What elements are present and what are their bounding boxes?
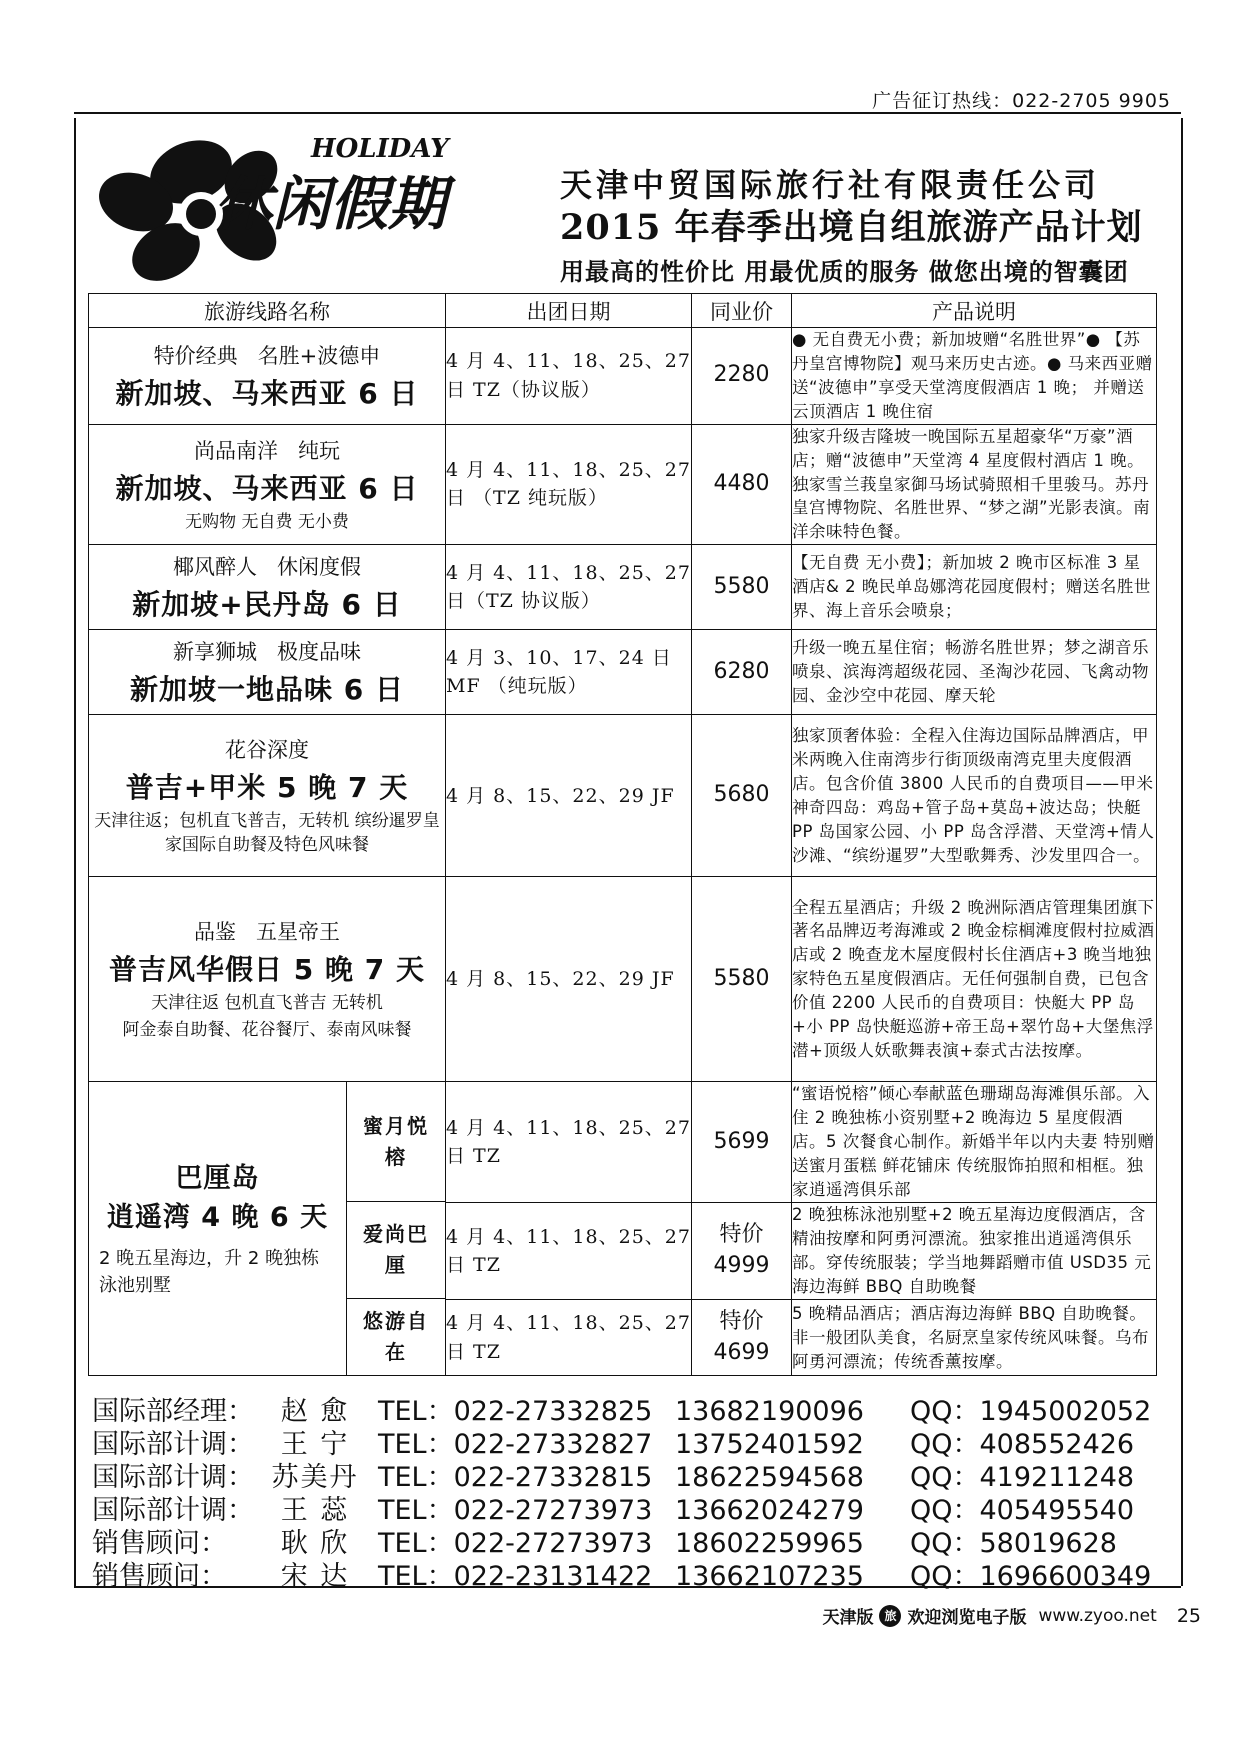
contact-row bbox=[92, 1428, 1177, 1461]
route-tag: 尚品南洋 bbox=[194, 438, 278, 463]
contact-mobile: 18622594568 bbox=[675, 1462, 864, 1493]
bali-note: 2 晚五星海边，升 2 晚独栋泳池别墅 bbox=[99, 1247, 320, 1296]
route-tag: 花谷深度 bbox=[225, 737, 309, 762]
contact-role: 销售顾问： bbox=[92, 1528, 227, 1559]
route-cell bbox=[89, 424, 446, 545]
route-tag: 特价经典 bbox=[153, 343, 238, 368]
routes-table bbox=[88, 293, 1157, 1376]
route-cell bbox=[89, 630, 446, 715]
trade-price bbox=[692, 1082, 792, 1203]
page-footer bbox=[822, 1603, 1201, 1628]
contact-name: 宋 达 bbox=[280, 1561, 350, 1592]
bottom-rule bbox=[74, 1586, 1181, 1588]
header-date: 出团日期 bbox=[446, 294, 692, 328]
contact-mobile: 18602259965 bbox=[675, 1528, 864, 1559]
table-row bbox=[89, 1082, 1157, 1203]
trade-price: 5680 bbox=[692, 715, 792, 877]
departure-dates: 4 月 3、10、17、24 日 MF （纯玩版） bbox=[446, 630, 692, 715]
product-description: 全程五星酒店；升级 2 晚洲际酒店管理集团旗下著名品牌迈考海滩或 2 晚金棕榈滩度假村拉威酒店或 2 晚查龙木屋度假村长住酒店+3 晚当地独家特色五星度假酒店。无任何强制自费，已包含价值 2200 人民币的自费项目：快艇大 PP 岛+小 PP 岛快艇巡游+帝王岛+翠竹岛+大堡焦浮潜+顶级人妖歌舞表演+泰式古法按摩。 bbox=[792, 877, 1157, 1082]
route-cell bbox=[89, 715, 446, 877]
contact-row bbox=[92, 1461, 1177, 1494]
bali-title-1: 巴厘岛 bbox=[175, 1162, 260, 1194]
contact-qq: QQ：58019628 bbox=[910, 1528, 1117, 1559]
route-tag: 极度品味 bbox=[277, 640, 361, 665]
trade-price bbox=[692, 1300, 792, 1376]
contact-list bbox=[92, 1395, 1177, 1593]
departure-dates: 4 月 8、15、22、29 JF bbox=[446, 715, 692, 877]
route-cell bbox=[89, 328, 446, 425]
bali-title-2: 逍遥湾 4 晚 6 天 bbox=[106, 1201, 329, 1233]
departure-dates: 4 月 4、11、18、25、27 日 TZ（协议版） bbox=[446, 328, 692, 425]
contact-name: 赵 愈 bbox=[280, 1396, 350, 1427]
route-note: 天津往返 包机直飞普吉 无转机 bbox=[151, 992, 383, 1013]
slogan: 用最高的性价比 用最优质的服务 做您出境的智囊团 bbox=[560, 258, 1129, 286]
edition-label: 天津版 bbox=[822, 1608, 874, 1628]
table-row bbox=[89, 630, 1157, 715]
trade-price: 5580 bbox=[692, 545, 792, 630]
bali-route-cell bbox=[89, 1082, 446, 1376]
contact-qq: QQ：1696600349 bbox=[910, 1561, 1152, 1592]
bali-option-name: 悠游自在 bbox=[363, 1309, 429, 1365]
table-row bbox=[89, 545, 1157, 630]
contact-qq: QQ：1945002052 bbox=[910, 1396, 1152, 1427]
contact-mobile: 13662024279 bbox=[675, 1495, 864, 1526]
contact-qq: QQ：419211248 bbox=[910, 1462, 1135, 1493]
departure-dates: 4 月 4、11、18、25、27 日（TZ 协议版） bbox=[446, 545, 692, 630]
product-description: 升级一晚五星住宿；畅游名胜世界；梦之湖音乐喷泉、滨海湾超级花园、圣淘沙花园、飞禽动物园、金沙空中花园、摩天轮 bbox=[792, 630, 1157, 715]
trade-price: 5580 bbox=[692, 877, 792, 1082]
route-cell bbox=[89, 545, 446, 630]
contact-name: 苏美丹 bbox=[271, 1462, 359, 1493]
product-description: “蜜语悦榕”倾心奉献蓝色珊瑚岛海滩俱乐部。入住 2 晚独栋小资别墅+2 晚海边 5 星度假酒店。5 次餐食心制作。新婚半年以内夫妻 特别赠送蜜月蛋糕 鲜花铺床 传统服饰拍照和相框。独家逍遥湾俱乐部 bbox=[792, 1082, 1157, 1203]
table-row bbox=[89, 424, 1157, 545]
price-value: 4699 bbox=[713, 1339, 770, 1365]
header-route: 旅游线路名称 bbox=[89, 294, 446, 328]
route-tag: 新享狮城 bbox=[173, 640, 257, 665]
website-link[interactable]: www.zyoo.net bbox=[1038, 1605, 1157, 1626]
contact-role: 国际部计调： bbox=[92, 1462, 254, 1493]
contact-tel: TEL：022-27332827 bbox=[378, 1429, 653, 1460]
route-tag: 纯玩 bbox=[298, 438, 340, 463]
route-title: 新加坡一地品味 6 日 bbox=[130, 673, 404, 707]
contact-tel: TEL：022-27273973 bbox=[378, 1528, 653, 1559]
contact-name: 耿 欣 bbox=[280, 1528, 350, 1559]
bali-option-name: 蜜月悦榕 bbox=[347, 1082, 445, 1202]
departure-dates: 4 月 4、11、18、25、27 日 TZ bbox=[446, 1203, 692, 1300]
ad-hotline: 广告征订热线：022-2705 9905 bbox=[872, 90, 1171, 112]
table-row bbox=[89, 715, 1157, 877]
contact-tel: TEL：022-23131422 bbox=[378, 1561, 653, 1592]
departure-dates: 4 月 4、11、18、25、27 日 TZ bbox=[446, 1300, 692, 1376]
header-price: 同业价 bbox=[692, 294, 792, 328]
contact-name: 王 宁 bbox=[280, 1429, 350, 1460]
price-value: 4999 bbox=[713, 1253, 770, 1279]
trade-price: 2280 bbox=[692, 328, 792, 425]
route-title: 普吉+甲米 5 晚 7 天 bbox=[125, 770, 409, 804]
top-rule bbox=[74, 112, 1181, 114]
route-title: 新加坡、马来西亚 6 日 bbox=[115, 471, 419, 505]
contact-mobile: 13682190096 bbox=[675, 1396, 864, 1427]
route-tag: 五星帝王 bbox=[256, 919, 340, 944]
product-description: 独家顶奢体验：全程入住海边国际品牌酒店，甲米两晚入住南湾步行街顶级南湾克里夫度假酒店。包含价值 3800 人民币的自费项目——甲米神奇四岛：鸡岛+管子岛+莫岛+波达岛；快艇 PP 岛国家公园、小 PP 岛含浮潜、天堂湾+情人沙滩、“缤纷暹罗”大型歌舞秀、沙发里四合一。 bbox=[792, 715, 1157, 877]
contact-role: 国际部计调： bbox=[92, 1429, 254, 1460]
product-description: 独家升级吉隆坡一晚国际五星超豪华“万豪”酒店；赠“波德申”天堂湾 4 星度假村酒店 1 晚。独家雪兰莪皇家御马场试骑照相千里骏马。苏丹皇宫博物院、名胜世界、“梦之湖”光影表演。南洋余味特色餐。 bbox=[792, 424, 1157, 545]
contact-row bbox=[92, 1560, 1177, 1593]
table-header-row bbox=[89, 294, 1157, 328]
route-note: 天津往返；包机直飞普吉，无转机 缤纷暹罗皇家国际自助餐及特色风味餐 bbox=[94, 810, 440, 856]
contact-mobile: 13662107235 bbox=[675, 1561, 864, 1592]
company-name: 天津中贸国际旅行社有限责任公司 bbox=[560, 166, 1101, 204]
product-description: 5 晚精品酒店；酒店海边海鲜 BBQ 自助晚餐。非一般团队美食，名厨烹皇家传统风味餐。乌布阿勇河漂流；传统香薰按摩。 bbox=[792, 1300, 1157, 1376]
route-title: 普吉风华假日 5 晚 7 天 bbox=[109, 952, 425, 986]
logo-chinese-text: 休闲假期 bbox=[214, 170, 447, 238]
product-description: 【无自费 无小费】；新加坡 2 晚市区标准 3 星酒店& 2 晚民单岛娜湾花园度假村；赠送名胜世界、海上音乐会喷泉； bbox=[792, 545, 1157, 630]
contact-tel: TEL：022-27273973 bbox=[378, 1495, 653, 1526]
page-number: 25 bbox=[1176, 1604, 1201, 1627]
travel-badge-icon: 旅 bbox=[879, 1605, 901, 1627]
contact-role: 销售顾问： bbox=[92, 1561, 227, 1592]
departure-dates: 4 月 8、15、22、29 JF bbox=[446, 877, 692, 1082]
route-note: 阿金泰自助餐、花谷餐厅、泰南风味餐 bbox=[122, 1020, 412, 1041]
holiday-logo bbox=[96, 132, 566, 292]
contact-qq: QQ：405495540 bbox=[910, 1495, 1135, 1526]
logo-english-text: HOLIDAY bbox=[311, 134, 449, 164]
welcome-text: 欢迎浏览电子版 bbox=[907, 1608, 1027, 1628]
product-description: 2 晚独栋泳池别墅+2 晚五星海边度假酒店，含精油按摩和阿勇河漂流。独家推出逍遥湾俱乐部。穿传统服装；学当地舞蹈赠市值 USD35 元海边海鲜 BBQ 自助晚餐 bbox=[792, 1203, 1157, 1300]
departure-dates: 4 月 4、11、18、25、27 日 TZ bbox=[446, 1082, 692, 1203]
route-note: 无购物 无自费 无小费 bbox=[185, 511, 349, 532]
route-title: 新加坡、马来西亚 6 日 bbox=[115, 376, 419, 410]
departure-dates: 4 月 4、11、18、25、27 日 （TZ 纯玩版） bbox=[446, 424, 692, 545]
header-desc: 产品说明 bbox=[792, 294, 1157, 328]
price-value: 5699 bbox=[713, 1128, 770, 1154]
contact-role: 国际部经理： bbox=[92, 1396, 254, 1427]
contact-qq: QQ：408552426 bbox=[910, 1429, 1135, 1460]
route-title: 新加坡+民丹岛 6 日 bbox=[132, 588, 402, 622]
contact-tel: TEL：022-27332815 bbox=[378, 1462, 653, 1493]
trade-price bbox=[692, 1203, 792, 1300]
trade-price: 6280 bbox=[692, 630, 792, 715]
contact-row bbox=[92, 1527, 1177, 1560]
contact-name: 王 蕊 bbox=[280, 1495, 350, 1526]
route-tag: 休闲度假 bbox=[277, 555, 361, 580]
product-description: ● 无自费无小费；新加坡赠“名胜世界”● 【苏丹皇宫博物院】观马来历史古迹。● 马来西亚赠送“波德申”享受天堂湾度假酒店 1 晚； 并赠送云顶酒店 1 晚住宿 bbox=[792, 328, 1157, 425]
plan-title: 2015 年春季出境自组旅游产品计划 bbox=[560, 207, 1143, 248]
trade-price: 4480 bbox=[692, 424, 792, 545]
contact-mobile: 13752401592 bbox=[675, 1429, 864, 1460]
contact-tel: TEL：022-27332825 bbox=[378, 1396, 653, 1427]
table-row bbox=[89, 877, 1157, 1082]
contact-row bbox=[92, 1494, 1177, 1527]
special-price-label: 特价 bbox=[719, 1222, 764, 1248]
contact-row bbox=[92, 1395, 1177, 1428]
bali-option-name: 爱尚巴厘 bbox=[347, 1202, 445, 1299]
route-tag: 品鉴 bbox=[194, 919, 236, 944]
contact-role: 国际部计调： bbox=[92, 1495, 254, 1526]
special-price-label: 特价 bbox=[719, 1308, 764, 1334]
route-cell bbox=[89, 877, 446, 1082]
table-row bbox=[89, 328, 1157, 425]
route-tag: 椰风醉人 bbox=[173, 555, 257, 580]
route-tag: 名胜+波德申 bbox=[257, 343, 381, 368]
